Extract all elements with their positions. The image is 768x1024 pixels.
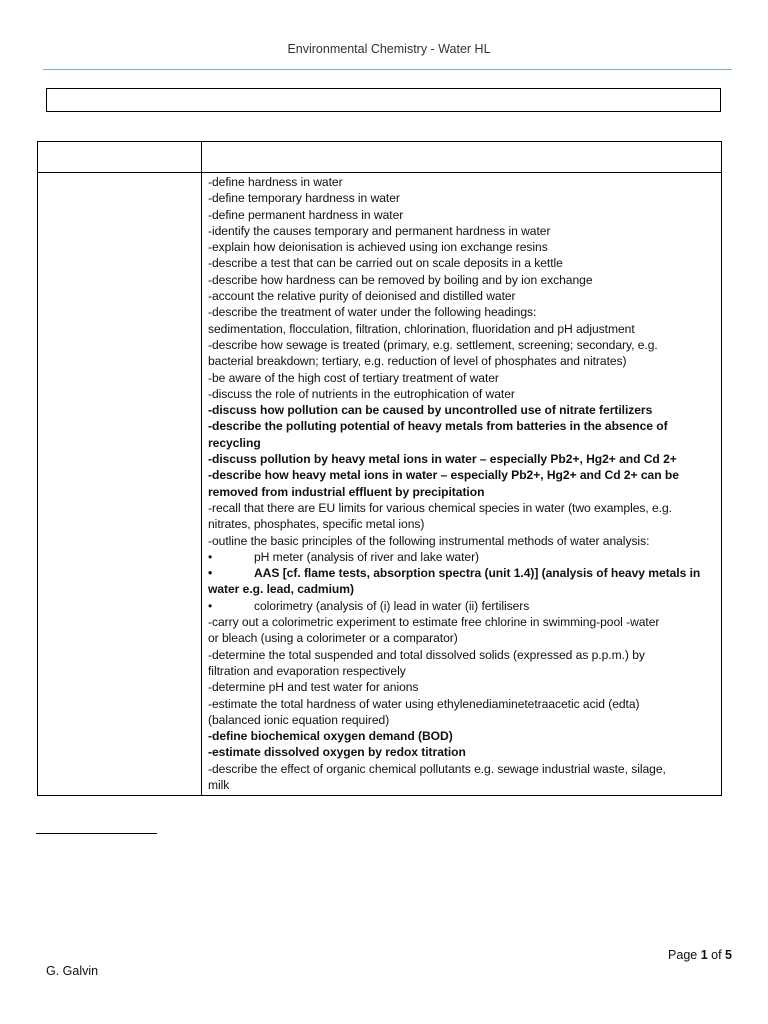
objective-line: -discuss pollution by heavy metal ions in water – especially Pb2+, Hg2+ and Cd 2+ — [208, 452, 677, 467]
objective-line: -describe how heavy metal ions in water – especially Pb2+, Hg2+ and Cd 2+ can be — [208, 468, 679, 483]
empty-title-box — [46, 88, 721, 112]
objective-line: -explain how deionisation is achieved using ion exchange resins — [208, 240, 548, 255]
objective-line: nitrates, phosphates, specific metal ions) — [208, 517, 425, 532]
header-cell-left — [38, 142, 202, 173]
objective-line — [208, 549, 717, 565]
page-header-title: Environmental Chemistry - Water HL — [287, 42, 491, 56]
objective-text: AAS [cf. flame tests, absorption spectra (unit 1.4)] (analysis of heavy metals in — [254, 566, 701, 581]
objective-line: milk — [208, 777, 230, 792]
table-header-row — [38, 142, 722, 173]
bullet-icon: • — [208, 566, 213, 581]
objective-line: -define temporary hardness in water — [208, 191, 400, 206]
page-mid: of — [707, 948, 726, 962]
header-divider — [43, 69, 732, 70]
footnote-separator — [36, 833, 157, 834]
objective-line: -determine pH and test water for anions — [208, 680, 419, 695]
objective-line: sedimentation, flocculation, filtration, chlorination, fluoridation and pH adjustment — [208, 321, 635, 336]
objective-line: -estimate dissolved oxygen by redox titration — [208, 745, 466, 760]
objective-line: -describe how hardness can be removed by boiling and by ion exchange — [208, 272, 593, 287]
objective-line: -describe the effect of organic chemical pollutants e.g. sewage industrial waste, silage, — [208, 761, 666, 776]
page-current: 1 — [700, 948, 708, 962]
objective-line: or bleach (using a colorimeter or a comparator) — [208, 631, 458, 646]
page-number — [668, 948, 732, 962]
header-cell-right — [202, 142, 722, 173]
objective-line — [208, 598, 717, 614]
objective-line: -be aware of the high cost of tertiary treatment of water — [208, 370, 499, 385]
objective-line: -identify the causes temporary and permanent hardness in water — [208, 223, 551, 238]
objective-line: -determine the total suspended and total dissolved solids (expressed as p.p.m.) by — [208, 647, 645, 662]
objective-text: colorimetry (analysis of (i) lead in water (ii) fertilisers — [254, 598, 530, 613]
objective-line: -discuss how pollution can be caused by uncontrolled use of nitrate fertilizers — [208, 403, 653, 418]
objective-line: -outline the basic principles of the following instrumental methods of water analysis: — [208, 533, 650, 548]
objective-line: recycling — [208, 435, 261, 450]
objective-line: (balanced ionic equation required) — [208, 712, 390, 727]
objective-line: filtration and evaporation respectively — [208, 663, 406, 678]
objective-line: -describe the treatment of water under the following headings: — [208, 305, 537, 320]
bullet-icon: • — [208, 598, 213, 613]
objective-line: -describe the polluting potential of heavy metals from batteries in the absence of — [208, 419, 668, 434]
objective-line: -define hardness in water — [208, 175, 343, 189]
objective-line: -define biochemical oxygen demand (BOD) — [208, 729, 453, 744]
objectives-list — [208, 174, 717, 793]
objective-line: bacterial breakdown; tertiary, e.g. reduction of level of phosphates and nitrates) — [208, 354, 627, 369]
page-prefix: Page — [668, 948, 701, 962]
table-content-row — [38, 173, 722, 796]
objective-line: -account the relative purity of deionised and distilled water — [208, 289, 516, 304]
objective-line: -define permanent hardness in water — [208, 207, 404, 222]
objective-line: -estimate the total hardness of water using ethylenediaminetetraacetic acid (edta) — [208, 696, 640, 711]
objective-line: -discuss the role of nutrients in the eutrophication of water — [208, 386, 515, 401]
learning-outcomes-table — [37, 141, 722, 796]
topic-cell — [38, 173, 202, 796]
objective-line: -carry out a colorimetric experiment to estimate free chlorine in swimming-pool -water — [208, 615, 660, 630]
objective-text: pH meter (analysis of river and lake water) — [254, 549, 480, 564]
author-name: G. Galvin — [46, 964, 99, 978]
objectives-cell — [202, 173, 722, 796]
objective-line: removed from industrial effluent by precipitation — [208, 484, 485, 499]
objective-line: water e.g. lead, cadmium) — [208, 582, 354, 597]
objective-line: -recall that there are EU limits for various chemical species in water (two examples, e.g. — [208, 500, 672, 515]
page-total: 5 — [725, 948, 732, 962]
bullet-icon: • — [208, 549, 213, 564]
objective-line: -describe a test that can be carried out on scale deposits in a kettle — [208, 256, 563, 271]
objective-line — [208, 565, 717, 581]
objective-line: -describe how sewage is treated (primary, e.g. settlement, screening; secondary, e.g. — [208, 337, 658, 352]
